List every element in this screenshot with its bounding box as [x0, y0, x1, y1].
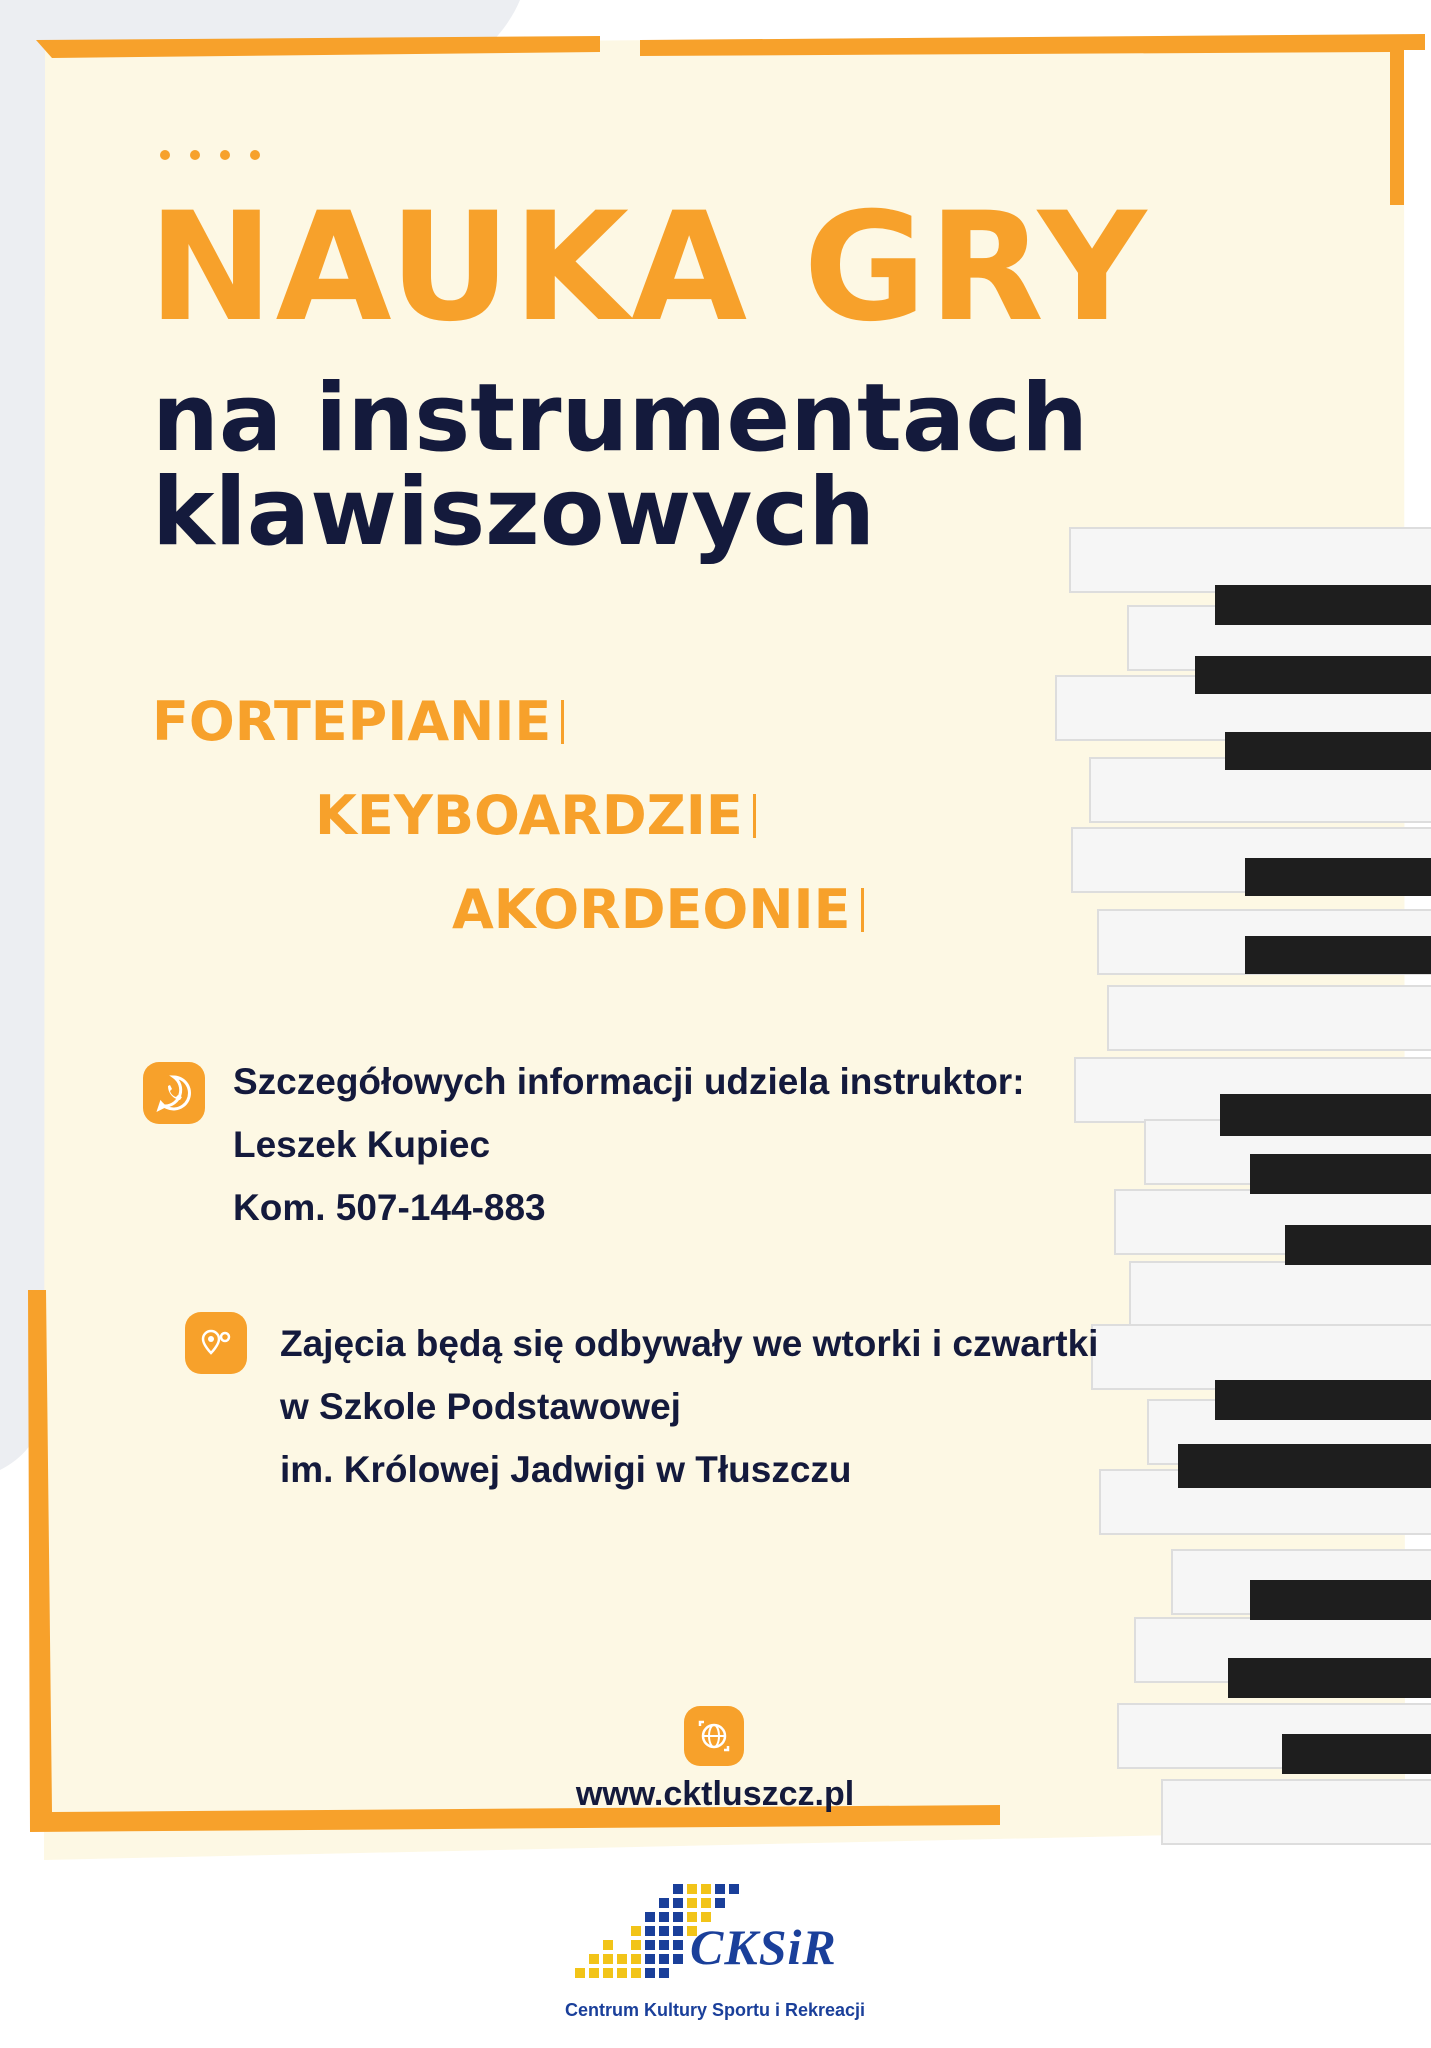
decorative-dots — [160, 150, 260, 160]
instrument-label: FORTEPIANIE — [152, 690, 552, 753]
globe-icon — [684, 1706, 744, 1766]
phone-icon — [143, 1062, 205, 1124]
instrument-keyboard — [315, 786, 756, 846]
location-line-2: w Szkole Podstawowej — [280, 1386, 681, 1427]
subtitle-line-2: klawiszowych — [152, 458, 876, 567]
location-pin-icon — [185, 1312, 247, 1374]
dot — [220, 150, 230, 160]
contact-line-1: Szczegółowych informacji udziela instruktor: — [233, 1061, 1025, 1102]
cursor-bar — [561, 700, 564, 744]
location-info — [280, 1312, 1098, 1501]
poster-subtitle — [152, 364, 1089, 567]
logo-text: CKSiR — [690, 1919, 837, 1975]
contact-info — [233, 1050, 1025, 1239]
logo-caption: Centrum Kultury Sportu i Rekreacji — [564, 2000, 866, 2020]
cursor-bar — [861, 888, 864, 932]
instructor-name: Leszek Kupiec — [233, 1124, 491, 1165]
instrument-label: KEYBOARDZIE — [315, 784, 743, 847]
subtitle-line-1: na instrumentach — [152, 364, 1089, 473]
phone-number[interactable]: Kom. 507-144-883 — [233, 1187, 546, 1228]
instrument-piano — [152, 692, 564, 752]
dot — [160, 150, 170, 160]
location-line-3: im. Królowej Jadwigi w Tłuszczu — [280, 1449, 852, 1490]
location-line-1: Zajęcia będą się odbywały we wtorki i czwartki — [280, 1323, 1099, 1364]
cursor-bar — [753, 794, 756, 838]
instrument-accordion — [452, 880, 864, 940]
dot — [250, 150, 260, 160]
website-link[interactable]: www.cktluszcz.pl — [575, 1775, 855, 1813]
instrument-label: AKORDEONIE — [452, 878, 851, 941]
dot — [190, 150, 200, 160]
poster-title: NAUKA GRY — [148, 181, 1149, 355]
